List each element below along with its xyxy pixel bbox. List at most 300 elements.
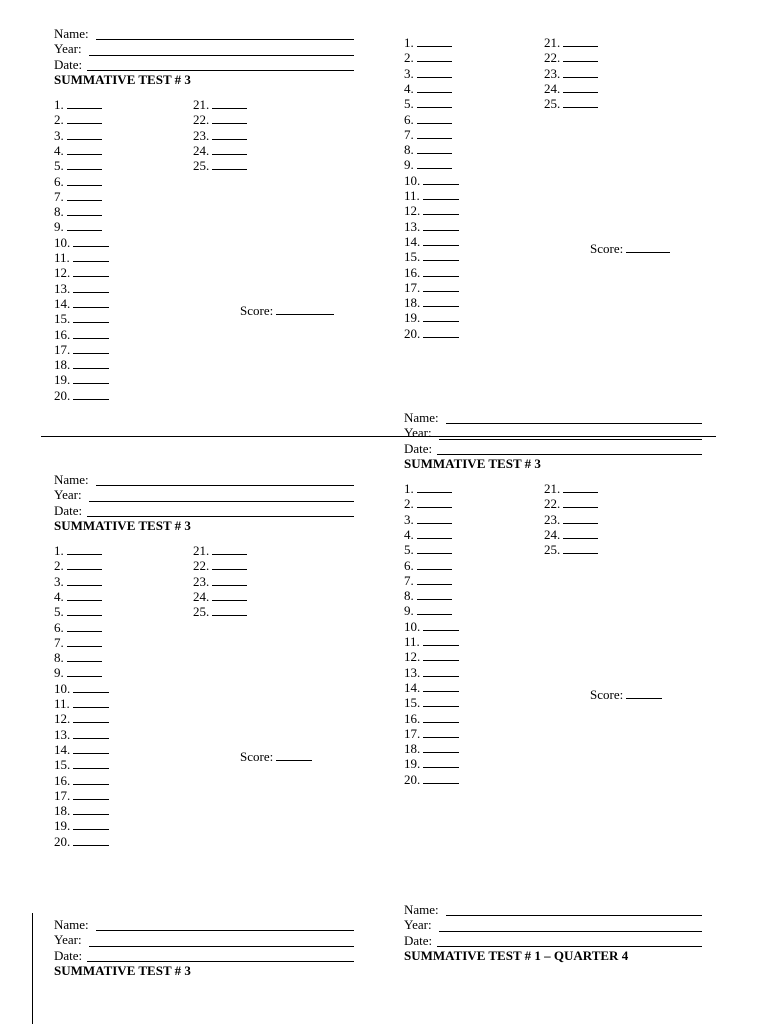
item-number: 2.: [404, 50, 414, 66]
answer-blank[interactable]: [73, 803, 109, 815]
answer-blank[interactable]: [67, 219, 102, 231]
answer-item: [54, 604, 102, 619]
date-row: [404, 933, 702, 948]
answer-item: [54, 589, 102, 604]
answer-item: [54, 558, 102, 573]
answer-blank[interactable]: [73, 788, 109, 800]
item-number: 11.: [54, 250, 70, 265]
item-number: 13.: [54, 280, 71, 296]
answer-item: [54, 112, 102, 127]
name-field[interactable]: [96, 930, 354, 931]
answer-blank[interactable]: [212, 589, 247, 601]
test-title: SUMMATIVE TEST # 3: [54, 517, 191, 533]
answer-blank[interactable]: [73, 265, 109, 277]
answer-blank[interactable]: [563, 512, 598, 524]
answer-item: [404, 50, 452, 65]
answer-item: [404, 265, 459, 280]
answer-item: [404, 512, 452, 527]
answer-item: [54, 650, 102, 665]
item-number: 11.: [404, 188, 420, 203]
answer-blank[interactable]: [423, 665, 459, 677]
name-label: Name:: [54, 26, 89, 41]
answer-blank[interactable]: [212, 604, 247, 616]
year-field[interactable]: [439, 439, 702, 440]
answer-blank[interactable]: [73, 296, 109, 308]
answer-item: [193, 543, 247, 558]
answer-blank[interactable]: [73, 327, 109, 339]
answer-blank[interactable]: [417, 50, 452, 62]
answer-blank[interactable]: [73, 681, 109, 693]
answer-item: [404, 619, 459, 634]
item-number: 24.: [544, 526, 561, 542]
item-number: 7.: [54, 634, 64, 650]
answer-item: [404, 81, 452, 96]
item-number: 20.: [54, 833, 71, 849]
name-label: Name:: [404, 902, 439, 917]
year-label: Year:: [54, 932, 82, 948]
answer-blank[interactable]: [563, 527, 598, 539]
answer-blank[interactable]: [423, 695, 459, 707]
answer-blank[interactable]: [423, 310, 459, 322]
date-label: Date:: [54, 502, 83, 518]
answer-blank[interactable]: [73, 711, 109, 723]
item-number: 8.: [54, 650, 64, 666]
margin-line: [32, 913, 33, 1024]
answer-item: [404, 603, 452, 618]
answer-item: [404, 234, 459, 249]
item-number: 17.: [404, 279, 421, 295]
item-number: 6.: [404, 111, 414, 127]
answer-blank[interactable]: [417, 112, 452, 124]
item-number: 9.: [404, 157, 414, 173]
item-number: 4.: [54, 142, 64, 158]
answer-item: [54, 818, 109, 833]
answer-blank[interactable]: [73, 235, 109, 247]
answer-blank[interactable]: [67, 543, 102, 555]
answer-item: [54, 727, 109, 742]
item-number: 21.: [544, 35, 561, 50]
year-label: Year:: [54, 487, 82, 503]
item-number: 15.: [54, 757, 71, 773]
answer-blank[interactable]: [212, 574, 247, 586]
answer-blank[interactable]: [73, 818, 109, 830]
answer-blank[interactable]: [67, 143, 102, 155]
test-title-quarter: SUMMATIVE TEST # 1 – QUARTER 4: [404, 947, 629, 963]
answer-sheet-header: [404, 410, 702, 472]
answer-blank[interactable]: [563, 81, 598, 93]
item-number: 19.: [404, 310, 421, 326]
item-number: 2.: [54, 112, 64, 128]
answer-item: [544, 527, 598, 542]
name-field[interactable]: [446, 915, 702, 916]
answer-blank[interactable]: [563, 481, 598, 493]
answer-blank[interactable]: [73, 757, 109, 769]
item-number: 14.: [54, 295, 71, 311]
item-number: 24.: [193, 588, 210, 604]
answer-blank[interactable]: [212, 158, 247, 170]
answer-blank[interactable]: [67, 174, 102, 186]
answer-blank[interactable]: [417, 573, 452, 585]
item-number: 16.: [54, 326, 71, 342]
answer-blank[interactable]: [417, 142, 452, 154]
score-label: Score:: [590, 687, 624, 702]
year-row: [404, 917, 702, 932]
answer-item: [404, 188, 459, 203]
answer-blank[interactable]: [563, 542, 598, 554]
answer-blank[interactable]: [417, 127, 452, 139]
test-title: SUMMATIVE TEST # 3: [54, 962, 191, 978]
answer-blank[interactable]: [417, 512, 452, 524]
score-blank[interactable]: [626, 687, 662, 699]
item-number: 24.: [544, 80, 561, 96]
item-number: 6.: [54, 619, 64, 635]
item-number: 1.: [54, 97, 64, 112]
answer-blank[interactable]: [423, 265, 459, 277]
answer-blank[interactable]: [73, 727, 109, 739]
score-label: Score:: [240, 749, 274, 764]
answer-sheet-header: [404, 902, 702, 964]
answer-blank[interactable]: [423, 219, 459, 231]
answer-item: [54, 757, 109, 772]
answer-blank[interactable]: [417, 603, 452, 615]
answer-item: [404, 35, 452, 50]
answer-blank[interactable]: [417, 527, 452, 539]
item-number: 1.: [54, 543, 64, 558]
item-number: 12.: [54, 265, 71, 281]
answer-blank[interactable]: [212, 558, 247, 570]
answer-blank[interactable]: [417, 35, 452, 47]
answer-blank[interactable]: [563, 66, 598, 78]
year-label: Year:: [404, 425, 432, 441]
answer-blank[interactable]: [417, 542, 452, 554]
item-number: 17.: [54, 787, 71, 803]
answer-item: [54, 357, 109, 372]
answer-blank[interactable]: [73, 372, 109, 384]
answer-item: [54, 128, 102, 143]
answer-item: [54, 158, 102, 173]
answer-item: [54, 388, 109, 403]
answer-blank[interactable]: [423, 649, 459, 661]
item-number: 8.: [404, 142, 414, 158]
item-number: 19.: [404, 756, 421, 772]
answer-blank[interactable]: [67, 620, 102, 632]
answer-blank[interactable]: [212, 128, 247, 140]
answer-blank[interactable]: [212, 112, 247, 124]
answer-item: [404, 649, 459, 664]
answer-blank[interactable]: [417, 81, 452, 93]
item-number: 12.: [404, 649, 421, 665]
answer-item: [54, 327, 109, 342]
item-number: 18.: [404, 741, 421, 757]
item-number: 3.: [404, 511, 414, 527]
answer-blank[interactable]: [67, 604, 102, 616]
answer-item: [404, 157, 452, 172]
date-field[interactable]: [87, 961, 354, 962]
name-row: [54, 472, 354, 487]
answer-item: [544, 512, 598, 527]
answer-blank[interactable]: [67, 204, 102, 216]
answer-blank[interactable]: [417, 96, 452, 108]
answer-item: [54, 174, 102, 189]
name-label: Name:: [404, 410, 439, 425]
item-number: 23.: [193, 573, 210, 589]
item-number: 15.: [404, 249, 421, 265]
item-number: 19.: [54, 818, 71, 834]
item-number: 20.: [54, 387, 71, 403]
answer-blank[interactable]: [67, 189, 102, 201]
answer-item: [404, 481, 452, 496]
answer-item: [544, 50, 598, 65]
item-number: 22.: [544, 50, 561, 66]
answer-blank[interactable]: [212, 143, 247, 155]
item-number: 10.: [404, 172, 421, 188]
answer-item: [404, 66, 452, 81]
date-field[interactable]: [437, 946, 702, 947]
answer-blank[interactable]: [73, 281, 109, 293]
answer-sheet-header: [54, 917, 354, 979]
date-label: Date:: [54, 947, 83, 963]
answer-item: [54, 574, 102, 589]
name-field[interactable]: [446, 423, 702, 424]
answer-item: [404, 756, 459, 771]
year-field[interactable]: [439, 931, 702, 932]
item-number: 11.: [404, 634, 420, 649]
answer-item: [404, 711, 459, 726]
answer-blank[interactable]: [212, 97, 247, 109]
year-field[interactable]: [89, 946, 354, 947]
answer-item: [54, 143, 102, 158]
answer-blank[interactable]: [67, 665, 102, 677]
item-number: 22.: [544, 496, 561, 512]
answer-blank[interactable]: [563, 50, 598, 62]
item-number: 19.: [54, 372, 71, 388]
date-field[interactable]: [437, 454, 702, 455]
item-number: 6.: [404, 557, 414, 573]
item-number: 6.: [54, 173, 64, 189]
answer-item: [544, 96, 598, 111]
answer-item: [54, 834, 109, 849]
item-number: 24.: [193, 142, 210, 158]
answer-blank[interactable]: [563, 496, 598, 508]
answer-blank[interactable]: [73, 250, 109, 262]
item-number: 9.: [404, 603, 414, 619]
item-number: 4.: [404, 526, 414, 542]
item-number: 16.: [404, 264, 421, 280]
answer-item: [404, 203, 459, 218]
test-title: SUMMATIVE TEST # 3: [404, 455, 541, 471]
item-number: 18.: [404, 295, 421, 311]
score-blank[interactable]: [626, 241, 670, 253]
score-blank[interactable]: [276, 749, 312, 761]
answer-item: [54, 742, 109, 757]
score-label: Score:: [240, 303, 274, 318]
answer-blank[interactable]: [423, 173, 459, 185]
answer-blank[interactable]: [417, 588, 452, 600]
year-field[interactable]: [89, 501, 354, 502]
item-number: 17.: [54, 341, 71, 357]
date-label: Date:: [54, 56, 83, 72]
item-number: 5.: [404, 542, 414, 558]
item-number: 25.: [193, 604, 210, 620]
answer-item: [404, 558, 452, 573]
answer-blank[interactable]: [563, 35, 598, 47]
answer-blank[interactable]: [67, 650, 102, 662]
test-title: SUMMATIVE TEST # 3: [54, 71, 191, 87]
item-number: 14.: [404, 679, 421, 695]
answer-blank[interactable]: [67, 128, 102, 140]
name-field[interactable]: [96, 39, 354, 40]
answer-blank[interactable]: [73, 742, 109, 754]
item-number: 12.: [54, 711, 71, 727]
answer-blank[interactable]: [417, 66, 452, 78]
item-number: 23.: [544, 65, 561, 81]
answer-blank[interactable]: [423, 634, 459, 646]
answer-item: [54, 620, 102, 635]
answer-blank[interactable]: [423, 188, 459, 200]
item-number: 3.: [404, 65, 414, 81]
year-field[interactable]: [89, 55, 354, 56]
item-number: 7.: [404, 572, 414, 588]
answer-item: [54, 372, 109, 387]
answer-item: [404, 326, 459, 341]
answer-item: [193, 128, 247, 143]
answer-blank[interactable]: [423, 295, 459, 307]
item-number: 15.: [54, 311, 71, 327]
answer-blank[interactable]: [73, 773, 109, 785]
answer-blank[interactable]: [423, 234, 459, 246]
answer-blank[interactable]: [73, 834, 109, 846]
answer-item: [544, 496, 598, 511]
item-number: 7.: [54, 188, 64, 204]
item-number: 9.: [54, 665, 64, 681]
date-row: [404, 441, 702, 456]
item-number: 2.: [54, 558, 64, 574]
answer-item: [54, 803, 109, 818]
score-label: Score:: [590, 241, 624, 256]
answer-blank[interactable]: [423, 680, 459, 692]
item-number: 4.: [404, 80, 414, 96]
name-row: [54, 917, 354, 932]
answer-blank[interactable]: [73, 388, 109, 400]
answer-item: [54, 235, 109, 250]
answer-item: [404, 588, 452, 603]
item-number: 1.: [404, 35, 414, 50]
answer-item: [54, 311, 109, 326]
item-number: 25.: [544, 96, 561, 112]
answer-item: [404, 573, 452, 588]
item-number: 16.: [404, 710, 421, 726]
answer-item: [404, 772, 459, 787]
date-label: Date:: [404, 932, 433, 948]
answer-sheet-header: [54, 26, 354, 88]
answer-blank[interactable]: [423, 249, 459, 261]
name-field[interactable]: [96, 485, 354, 486]
answer-item: [54, 97, 102, 112]
item-number: 10.: [404, 618, 421, 634]
answer-blank[interactable]: [212, 543, 247, 555]
item-number: 5.: [54, 158, 64, 174]
answer-blank[interactable]: [417, 558, 452, 570]
answer-blank[interactable]: [417, 481, 452, 493]
answer-blank[interactable]: [67, 558, 102, 570]
year-row: [54, 487, 354, 502]
date-field[interactable]: [87, 516, 354, 517]
answer-item: [404, 527, 452, 542]
date-label: Date:: [404, 440, 433, 456]
answer-blank[interactable]: [67, 158, 102, 170]
answer-blank[interactable]: [423, 726, 459, 738]
item-number: 17.: [404, 725, 421, 741]
answer-blank[interactable]: [423, 326, 459, 338]
answer-blank[interactable]: [423, 741, 459, 753]
answer-item: [544, 481, 598, 496]
answer-item: [404, 219, 459, 234]
answer-item: [54, 635, 102, 650]
answer-blank[interactable]: [423, 756, 459, 768]
answer-item: [404, 173, 459, 188]
answer-blank[interactable]: [423, 772, 459, 784]
answer-blank[interactable]: [417, 157, 452, 169]
date-row: [54, 57, 354, 72]
answer-blank[interactable]: [73, 696, 109, 708]
item-number: 5.: [54, 604, 64, 620]
answer-blank[interactable]: [73, 357, 109, 369]
answer-item: [54, 773, 109, 788]
item-number: 14.: [404, 233, 421, 249]
answer-blank[interactable]: [417, 496, 452, 508]
answer-item: [404, 310, 459, 325]
date-field[interactable]: [87, 70, 354, 71]
answer-item: [193, 604, 247, 619]
answer-blank[interactable]: [563, 96, 598, 108]
name-label: Name:: [54, 917, 89, 932]
item-number: 22.: [193, 112, 210, 128]
answer-blank[interactable]: [423, 203, 459, 215]
item-number: 21.: [193, 543, 210, 558]
item-number: 25.: [193, 158, 210, 174]
item-number: 18.: [54, 357, 71, 373]
answer-blank[interactable]: [67, 589, 102, 601]
answer-item: [404, 112, 452, 127]
answer-blank[interactable]: [67, 112, 102, 124]
item-number: 21.: [193, 97, 210, 112]
year-label: Year:: [404, 917, 432, 933]
answer-blank[interactable]: [73, 342, 109, 354]
item-number: 8.: [404, 588, 414, 604]
score-field: [590, 241, 670, 257]
item-number: 3.: [54, 127, 64, 143]
answer-blank[interactable]: [67, 635, 102, 647]
answer-item: [54, 265, 109, 280]
answer-item: [193, 158, 247, 173]
answer-blank[interactable]: [73, 311, 109, 323]
score-blank[interactable]: [276, 303, 334, 315]
item-number: 10.: [54, 680, 71, 696]
item-number: 13.: [404, 664, 421, 680]
answer-item: [404, 280, 459, 295]
answer-item: [404, 496, 452, 511]
item-number: 15.: [404, 695, 421, 711]
answer-item: [404, 142, 452, 157]
answer-blank[interactable]: [423, 711, 459, 723]
answer-item: [54, 281, 109, 296]
answer-item: [544, 542, 598, 557]
answer-blank[interactable]: [67, 574, 102, 586]
answer-blank[interactable]: [67, 97, 102, 109]
answer-blank[interactable]: [423, 619, 459, 631]
item-number: 13.: [54, 726, 71, 742]
answer-blank[interactable]: [423, 280, 459, 292]
